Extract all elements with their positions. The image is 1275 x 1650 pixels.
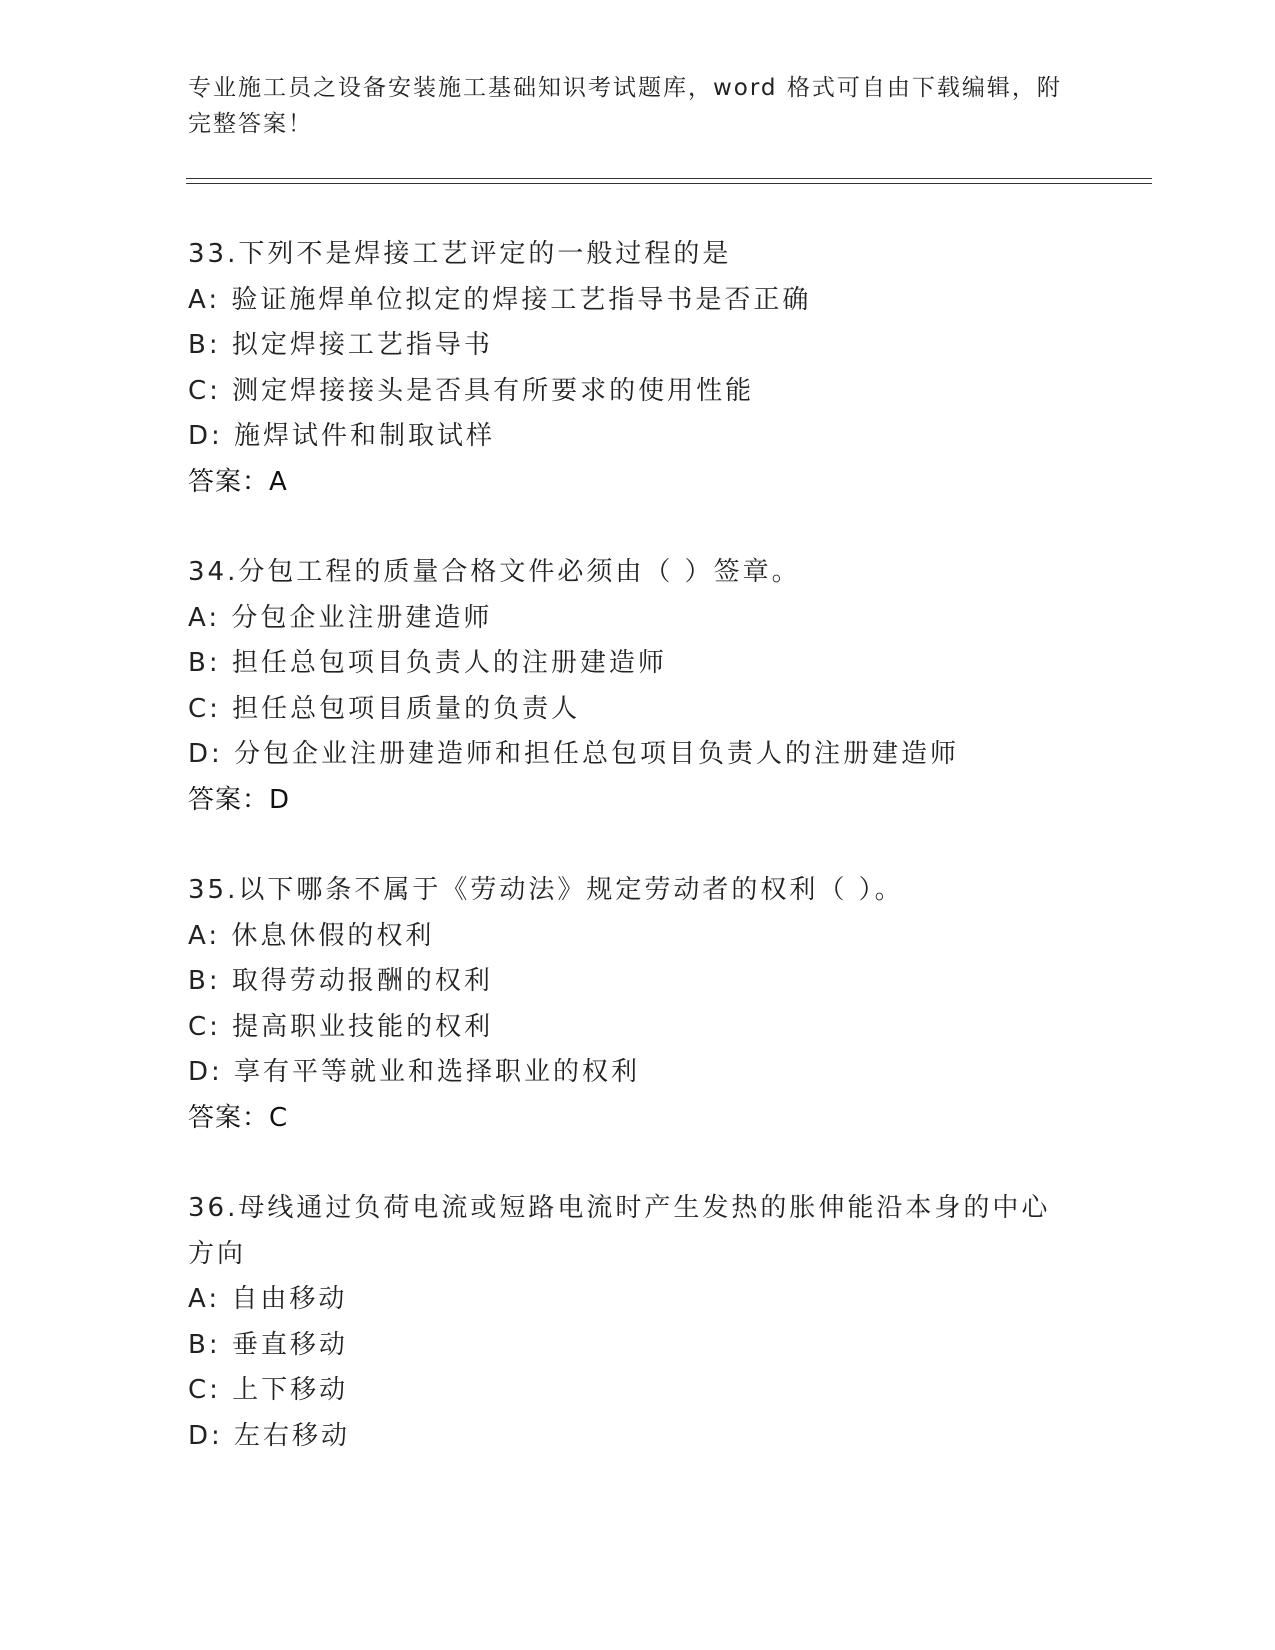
question-list (188, 232, 1088, 1504)
header-divider-bottom (186, 183, 1152, 184)
option-c: C: 上下移动 (188, 1375, 349, 1405)
question-36 (188, 1186, 1088, 1459)
option-b: B: 担任总包项目负责人的注册建造师 (188, 648, 667, 678)
question-stem: 34.分包工程的质量合格文件必须由（ ）签章。 (188, 557, 801, 587)
option-d: D: 施焊试件和制取试样 (188, 421, 496, 451)
option-c: C: 提高职业技能的权利 (188, 1011, 494, 1042)
question-stem: 36.母线通过负荷电流或短路电流时产生发热的胀伸能沿本身的中心方向 (188, 1193, 1051, 1269)
option-c: C: 担任总包项目质量的负责人 (188, 693, 581, 724)
header-divider-top (186, 178, 1152, 179)
option-b: B: 垂直移动 (188, 1329, 348, 1360)
answer-line: 答案：C (188, 1102, 289, 1133)
option-d: D: 左右移动 (188, 1420, 351, 1451)
answer-line: 答案：A (188, 466, 288, 497)
option-b: B: 取得劳动报酬的权利 (188, 966, 493, 996)
document-header: 专业施工员之设备安装施工基础知识考试题库，word 格式可自由下载编辑，附完整答案！ (188, 75, 1062, 137)
option-c: C: 测定焊接接头是否具有所要求的使用性能 (188, 375, 755, 406)
option-a: A: 验证施焊单位拟定的焊接工艺指导书是否正确 (188, 284, 812, 315)
option-a: A: 休息休假的权利 (188, 920, 435, 951)
question-34 (188, 550, 1088, 823)
question-stem: 33.下列不是焊接工艺评定的一般过程的是 (188, 239, 732, 269)
option-a: A: 自由移动 (188, 1284, 348, 1314)
option-b: B: 拟定焊接工艺指导书 (188, 330, 493, 360)
question-33 (188, 232, 1088, 505)
option-d: D: 分包企业注册建造师和担任总包项目负责人的注册建造师 (188, 739, 960, 769)
option-a: A: 分包企业注册建造师 (188, 602, 493, 633)
question-35 (188, 868, 1088, 1141)
option-d: D: 享有平等就业和选择职业的权利 (188, 1057, 641, 1087)
answer-line: 答案：D (188, 784, 291, 815)
question-stem: 35.以下哪条不属于《劳动法》规定劳动者的权利（ ）。 (188, 875, 904, 905)
